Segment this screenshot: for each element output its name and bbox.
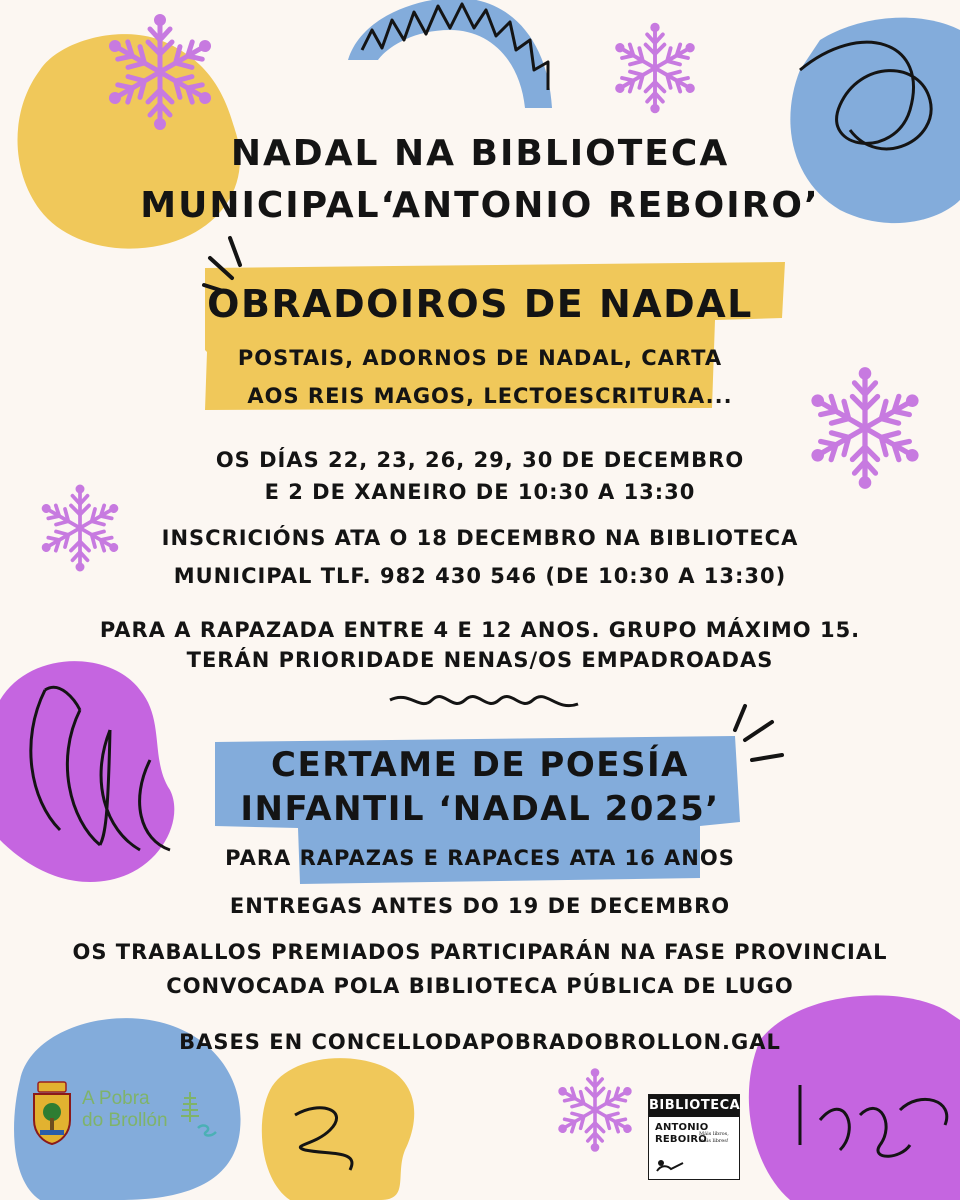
pine-tree-icon: [180, 1088, 220, 1138]
poster-title-line1: NADAL NA BIBLIOTECA: [230, 133, 730, 174]
municipality-name-line2: do Brollón: [82, 1110, 168, 1131]
registration-line2: MUNICIPAL TLF. 982 430 546 (DE 10:30 A 13:30): [173, 564, 787, 588]
workshops-activities-line2: AOS REIS MAGOS, LECTOESCRITURA...: [247, 384, 733, 408]
workshops-activities-line1: POSTAIS, ADORNOS DE NADAL, CARTA: [237, 346, 723, 370]
contest-heading-line2: INFANTIL ‘NADAL 2025’: [240, 789, 720, 829]
library-logo-name-line1: ANTONIO: [655, 1122, 709, 1133]
audience-line1: PARA A RAPAZADA ENTRE 4 E 12 ANOS. GRUPO MÁXIMO 15.: [99, 618, 861, 642]
blue-arch-top: [348, 0, 552, 108]
wavy-divider: [390, 697, 578, 706]
yellow-blob-bottom: [262, 1058, 414, 1200]
municipality-logo: [30, 1080, 230, 1150]
snowflake-top-right: [613, 25, 697, 112]
coat-of-arms-icon: [30, 1080, 74, 1146]
workshops-heading: OBRADOIROS DE NADAL: [207, 282, 753, 326]
library-logo: [648, 1094, 740, 1180]
snowflake-bottom: [556, 1070, 634, 1150]
registration-line1: INSCRICIÓNS ATA O 18 DECEMBRO NA BIBLIOTECA: [161, 526, 799, 550]
contest-provincial-line1: OS TRABALLOS PREMIADOS PARTICIPARÁN NA FASE PROVINCIAL: [72, 940, 888, 964]
contest-bases-link: BASES EN CONCELLODAPOBRADOBROLLON.GAL: [179, 1030, 781, 1054]
municipality-name-line1: A Pobra: [82, 1088, 150, 1109]
contest-audience: PARA RAPAZAS E RAPACES ATA 16 ANOS: [225, 846, 735, 870]
library-logo-name-line2: REBOIRO: [655, 1134, 707, 1145]
contest-provincial-line2: CONVOCADA POLA BIBLIOTECA PÚBLICA DE LUGO: [166, 974, 794, 998]
poster-title-line2: MUNICIPAL‘ANTONIO REBOIRO’: [140, 185, 820, 226]
workshops-dates-line1: OS DÍAS 22, 23, 26, 29, 30 DE DECEMBRO: [215, 448, 745, 472]
contest-deadline: ENTREGAS ANTES DO 19 DE DECEMBRO: [229, 894, 731, 918]
library-logo-tagline: Máis libros, máis libres!: [699, 1131, 729, 1144]
contest-heading-line1: CERTAME DE POESÍA: [271, 745, 689, 785]
workshops-dates-line2: E 2 DE XANEIRO DE 10:30 A 13:30: [264, 480, 696, 504]
library-logo-header: BIBLIOTECA: [649, 1095, 739, 1117]
book-reader-icon: [655, 1157, 685, 1173]
audience-line2: TERÁN PRIORIDADE NENAS/OS EMPADROADAS: [186, 648, 774, 672]
